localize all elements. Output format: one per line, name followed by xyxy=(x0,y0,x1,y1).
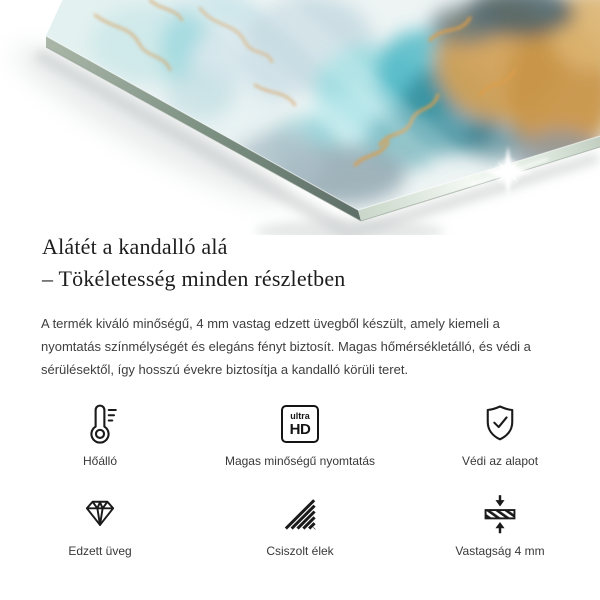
feature-label: Magas minőségű nyomtatás xyxy=(224,454,376,468)
title-line-2: – Tökéletesség minden részletben xyxy=(42,266,346,291)
thermometer-icon xyxy=(79,402,121,446)
feature-label: Védi az alapot xyxy=(461,454,539,468)
page-title xyxy=(42,231,346,295)
title-line-1: Alátét a kandalló alá xyxy=(42,234,228,259)
feature-thickness-4mm xyxy=(400,492,600,558)
diamond-icon xyxy=(78,492,122,536)
ultra-hd-icon-text-top: ultra xyxy=(290,410,310,421)
feature-heat-resistant xyxy=(0,402,200,468)
feature-label: Edzett üveg xyxy=(68,544,132,558)
polished-edges-icon xyxy=(280,492,320,536)
feature-ultra-hd-print xyxy=(200,402,400,468)
feature-label: Csiszolt élek xyxy=(266,544,334,558)
feature-protects-base xyxy=(400,402,600,468)
product-description: A termék kiváló minőségű, 4 mm vastag edzett üvegből készült, amely kiemeli a nyomtatás színmélységét és elegáns fényt biztosít. Magas hőmérsékletálló, és védi a sérülésektől, így hosszú évekre biztosítja a kandalló körüli teret. xyxy=(41,316,531,377)
feature-tempered-glass xyxy=(0,492,200,558)
ultra-hd-icon xyxy=(281,402,319,446)
shield-check-icon xyxy=(479,402,521,446)
feature-label: Vastagság 4 mm xyxy=(455,544,545,558)
feature-polished-edges xyxy=(200,492,400,558)
product-photo xyxy=(0,0,600,235)
thickness-icon xyxy=(479,492,521,536)
ultra-hd-icon-text-bottom: HD xyxy=(289,420,311,438)
feature-grid xyxy=(0,402,600,558)
feature-label: Hőálló xyxy=(82,454,118,468)
